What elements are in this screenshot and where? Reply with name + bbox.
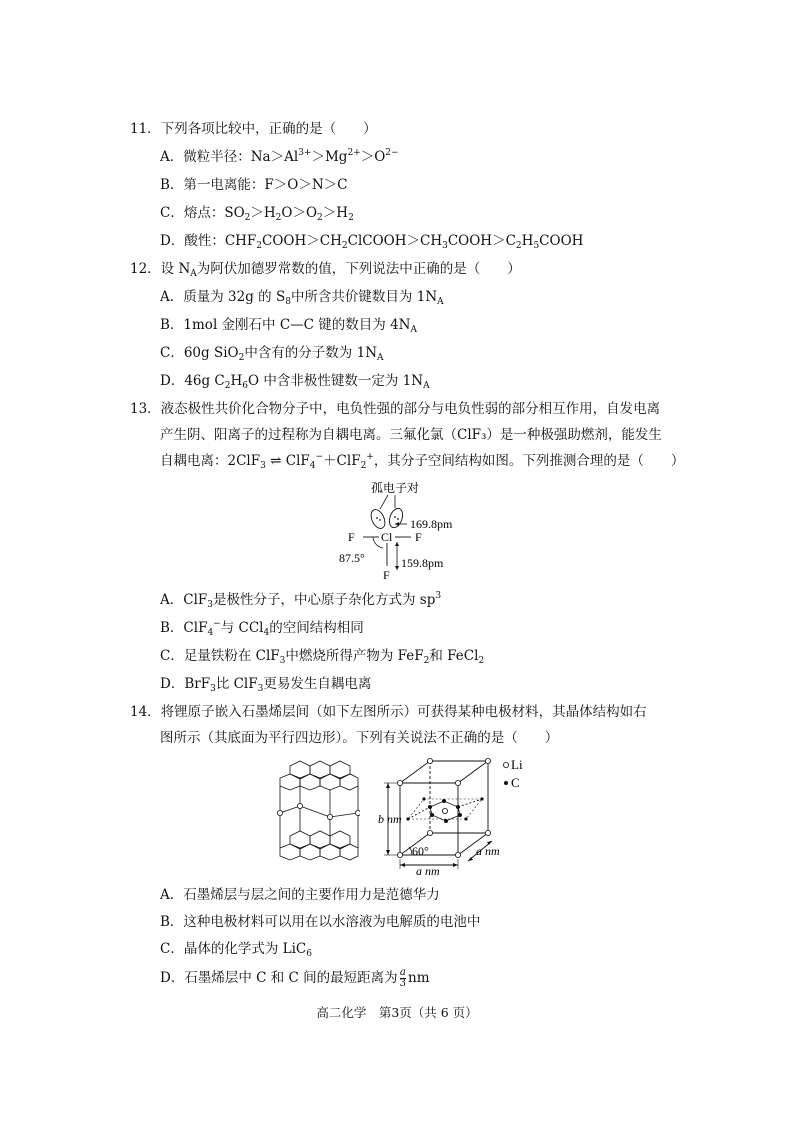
- q13-stem-line3: 自耦电离：2ClF$_3$ ⇌ ClF$_4$−＋ClF$_2$+，其分子空间结构如图。下列推测合理的是（ ）: [160, 452, 685, 471]
- b-dimension-label: b nm: [378, 812, 402, 826]
- q13-option-b: B．ClF$_4$−与 CCl$_4$的空间结构相同: [160, 619, 364, 638]
- legend-li-label: Li: [511, 757, 523, 772]
- lone-pair-label: 孤电子对: [370, 481, 420, 495]
- graphene-layers-diagram: [270, 758, 360, 870]
- lone-pair-lobe-right: [387, 507, 405, 530]
- a-dimension-label-side: a nm: [476, 844, 500, 858]
- q13-option-a: A．ClF$_3$是极性分子，中心原子杂化方式为 $sp^3$: [160, 591, 442, 610]
- q12-stem: 12．设 $N_A$为阿伏加德罗常数的值，下列说法中正确的是（ ）: [130, 261, 521, 279]
- lithium-atoms: [277, 803, 360, 819]
- q14-option-a: A．石墨烯层与层之间的主要作用力是范德华力: [160, 887, 440, 903]
- unit-cell-diagram: [378, 755, 538, 875]
- legend-c-label: C: [511, 775, 520, 790]
- f-atom-right: F: [415, 530, 422, 544]
- bottom-graphene-layer: [280, 831, 358, 860]
- q14-option-c: C．晶体的化学式为 LiC$_6$: [160, 941, 312, 959]
- q13-stem-line2: 产生阴、阳离子的过程称为自耦电离。三氟化氯（ClF₃）是一种极强助燃剂，能发生: [160, 427, 662, 443]
- q11-option-c: C．熔点：$SO_2>H_2O>O_2>H_2$: [160, 205, 354, 223]
- q13-option-c: C．足量铁粉在 ClF$_3$中燃烧所得产物为 FeF$_2$和 FeCl$_2$: [160, 648, 485, 666]
- q11-stem: 11．下列各项比较中，正确的是（ ）: [130, 121, 377, 137]
- q11-option-b: B．第一电离能：F＞O＞N＞C: [160, 177, 348, 193]
- q11-option-a: A．微粒半径：$Na>Al^{3+}>Mg^{2+}>O^{2-}$: [160, 148, 399, 165]
- fraction-a-over-3: $\frac{a}{3}$: [399, 967, 407, 989]
- q12-option-c: C．60g SiO$_2$中含有的分子数为 $1N_A$: [160, 345, 384, 363]
- cell-corner-li-atoms: [397, 758, 490, 857]
- q12-option-b: B．1mol 金刚石中 C—C 键的数目为 $4N_A$: [160, 317, 417, 335]
- bond-angle-label: 87.5°: [339, 551, 365, 565]
- f-atom-left: F: [348, 530, 355, 544]
- q11-option-d: D．酸性：$CHF_2COOH>CH_2ClCOOH>CH_3COOH>C_2H_5COOH$: [160, 233, 584, 251]
- q13-stem-line1: 13．液态极性共价化合物分子中，电负性强的部分与电负性弱的部分相互作用，自发电离: [130, 401, 661, 417]
- a-dimension-label-bottom: a nm: [416, 864, 440, 875]
- f-atom-bottom: F: [383, 568, 390, 582]
- lone-pair-lobe-left: [368, 507, 387, 530]
- angle-60-label: 60°: [412, 844, 429, 858]
- q12-option-d: D．46g $C_2H_6O$ 中含非极性键数一定为 $1N_A$: [160, 373, 430, 391]
- q14-stem-line2: 图所示（其底面为平行四边形）。下列有关说法不正确的是（ ）: [160, 730, 559, 746]
- clf3-structure-diagram: [325, 478, 485, 588]
- bond-length-label-2: 159.8pm: [401, 556, 444, 570]
- page-footer: 高二化学 第3页（共 6 页）: [316, 1005, 478, 1020]
- top-graphene-layer: [280, 761, 358, 790]
- q14-option-b: B．这种电极材料可以用在以水溶液为电解质的电池中: [160, 914, 481, 930]
- cl-atom-label: Cl: [381, 530, 393, 544]
- q13-option-d: D．BrF$_3$比 ClF$_3$更易发生自耦电离: [160, 676, 372, 694]
- bond-length-label-1: 169.8pm: [410, 517, 453, 531]
- q14-option-d: D．石墨烯层中 C 和 C 间的最短距离为 $\frac{a}{3}$ nm: [160, 967, 430, 989]
- q14-stem-line1: 14．将锂原子嵌入石墨烯层间（如下左图所示）可获得某种电极材料，其晶体结构如右: [130, 704, 647, 720]
- q12-option-a: A．质量为 32g 的 $S_8$中所含共价键数目为 $1N_A$: [160, 289, 444, 307]
